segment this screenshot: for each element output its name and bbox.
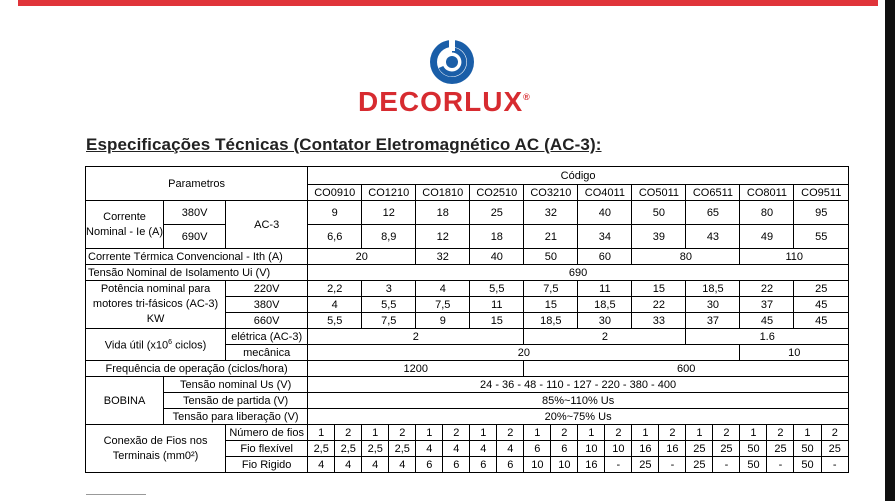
ie-690-value: 18: [470, 225, 524, 249]
bobina-label: BOBINA: [86, 377, 164, 425]
fio-rigido-value: 25: [632, 457, 659, 473]
ie-690-value: 34: [578, 225, 632, 249]
decorlux-logo-mark-icon: [428, 38, 476, 86]
numero-fios-value: 1: [308, 425, 335, 441]
ie-380-value: 25: [470, 201, 524, 225]
tensao-partida-label: Tensão de partida (V): [164, 393, 308, 409]
ith-value: 20: [308, 249, 416, 265]
fio-flexivel-value: 50: [794, 441, 821, 457]
brand-wordmark: DECORLUX®: [358, 86, 531, 117]
kw-220-value: 5,5: [470, 281, 524, 297]
fio-rigido-label: Fio Rigido: [226, 457, 308, 473]
fio-rigido-value: 4: [362, 457, 389, 473]
tensao-nominal-us-value: 24 - 36 - 48 - 110 - 127 - 220 - 380 - 400: [308, 377, 849, 393]
voltage-380: 380V: [226, 297, 308, 313]
fio-flexivel-value: 4: [443, 441, 470, 457]
voltage-690: 690V: [164, 225, 226, 249]
fio-rigido-value: 16: [578, 457, 605, 473]
vida-mecanica-value: 10: [740, 345, 849, 361]
numero-fios-value: 1: [416, 425, 443, 441]
ie-690-value: 55: [794, 225, 849, 249]
numero-fios-value: 2: [767, 425, 794, 441]
kw-660-value: 7,5: [362, 313, 416, 329]
kw-380-value: 30: [686, 297, 740, 313]
ac3-label: AC-3: [226, 201, 308, 249]
fio-flexivel-value: 6: [524, 441, 551, 457]
fio-flexivel-value: 25: [767, 441, 794, 457]
kw-380-value: 18,5: [578, 297, 632, 313]
kw-220-value: 4: [416, 281, 470, 297]
tensao-isolamento-label: Tensão Nominal de Isolamento Ui (V): [86, 265, 308, 281]
voltage-220: 220V: [226, 281, 308, 297]
fio-flexivel-value: 16: [659, 441, 686, 457]
voltage-660: 660V: [226, 313, 308, 329]
fio-flexivel-value: 2,5: [308, 441, 335, 457]
ie-690-value: 12: [416, 225, 470, 249]
vida-util-label: Vida útil ($x10^6$ ciclos): [86, 329, 226, 361]
fio-rigido-value: 6: [443, 457, 470, 473]
numero-fios-value: 1: [740, 425, 767, 441]
fio-rigido-value: -: [713, 457, 740, 473]
fio-rigido-value: 50: [740, 457, 767, 473]
ie-380-value: 12: [362, 201, 416, 225]
kw-660-value: 33: [632, 313, 686, 329]
tensao-liberacao-value: 20%~75% Us: [308, 409, 849, 425]
ie-380-value: 65: [686, 201, 740, 225]
code-header: CO1810: [416, 185, 470, 201]
code-header: CO0910: [308, 185, 362, 201]
fio-flexivel-value: 10: [578, 441, 605, 457]
code-header: CO9511: [794, 185, 849, 201]
numero-fios-value: 2: [389, 425, 416, 441]
kw-380-value: 4: [308, 297, 362, 313]
fio-rigido-value: 10: [524, 457, 551, 473]
page-divider: [86, 494, 146, 499]
ie-380-value: 50: [632, 201, 686, 225]
fio-rigido-value: 4: [389, 457, 416, 473]
code-header: CO2510: [470, 185, 524, 201]
vida-mecanica-label: mecânica: [226, 345, 308, 361]
ie-380-value: 95: [794, 201, 849, 225]
kw-660-value: 15: [470, 313, 524, 329]
kw-220-value: 25: [794, 281, 849, 297]
fio-flexivel-value: 2,5: [389, 441, 416, 457]
kw-660-value: 18,5: [524, 313, 578, 329]
kw-380-value: 7,5: [416, 297, 470, 313]
fio-rigido-value: -: [605, 457, 632, 473]
numero-fios-value: 1: [632, 425, 659, 441]
fio-flexivel-value: 4: [497, 441, 524, 457]
fio-flexivel-value: 6: [551, 441, 578, 457]
corrente-termica-label: Corrente Térmica Convencional - Ith (A): [86, 249, 308, 265]
voltage-380: 380V: [164, 201, 226, 225]
numero-fios-value: 1: [524, 425, 551, 441]
ith-value: 32: [416, 249, 470, 265]
numero-fios-value: 1: [470, 425, 497, 441]
code-header: CO6511: [686, 185, 740, 201]
header-parametros: Parametros: [86, 167, 308, 201]
code-header: CO4011: [578, 185, 632, 201]
fio-rigido-value: -: [659, 457, 686, 473]
fio-flexivel-value: 16: [632, 441, 659, 457]
fio-rigido-value: 4: [308, 457, 335, 473]
fio-flexivel-label: Fio flexível: [226, 441, 308, 457]
vida-eletrica-label: elétrica (AC-3): [226, 329, 308, 345]
header-codigo: Código: [308, 167, 849, 185]
kw-220-value: 3: [362, 281, 416, 297]
ie-690-value: 49: [740, 225, 794, 249]
page-title: Especificações Técnicas (Contator Eletromagnético AC (AC-3):: [86, 135, 602, 154]
kw-660-value: 9: [416, 313, 470, 329]
kw-220-value: 7,5: [524, 281, 578, 297]
potencia-label: Potência nominal para motores tri-fásicos (AC-3) KW: [86, 281, 226, 329]
ie-380-value: 32: [524, 201, 578, 225]
ie-690-value: 8,9: [362, 225, 416, 249]
vida-eletrica-value: 2: [524, 329, 686, 345]
numero-fios-value: 2: [551, 425, 578, 441]
fio-flexivel-value: 4: [416, 441, 443, 457]
fio-rigido-value: 6: [497, 457, 524, 473]
kw-380-value: 37: [740, 297, 794, 313]
ith-value: 110: [740, 249, 849, 265]
kw-220-value: 15: [632, 281, 686, 297]
top-red-bar: [18, 0, 878, 6]
kw-220-value: 18,5: [686, 281, 740, 297]
numero-fios-value: 2: [713, 425, 740, 441]
kw-220-value: 11: [578, 281, 632, 297]
ie-690-value: 21: [524, 225, 578, 249]
fio-flexivel-value: 2,5: [335, 441, 362, 457]
code-header: CO3210: [524, 185, 578, 201]
numero-fios-value: 2: [659, 425, 686, 441]
fio-rigido-value: -: [767, 457, 794, 473]
kw-220-value: 22: [740, 281, 794, 297]
numero-fios-value: 1: [362, 425, 389, 441]
right-edge-bar: [885, 0, 895, 501]
ith-value: 60: [578, 249, 632, 265]
frequencia-label: Frequência de operação (ciclos/hora): [86, 361, 308, 377]
spec-table: [85, 166, 849, 473]
corrente-nominal-label: Corrente Nominal - Ie (A): [86, 201, 164, 249]
kw-380-value: 45: [794, 297, 849, 313]
ie-690-value: 6,6: [308, 225, 362, 249]
fio-flexivel-value: 25: [686, 441, 713, 457]
kw-660-value: 5,5: [308, 313, 362, 329]
ie-690-value: 39: [632, 225, 686, 249]
kw-380-value: 22: [632, 297, 686, 313]
tensao-partida-value: 85%~110% Us: [308, 393, 849, 409]
tensao-liberacao-label: Tensão para liberação (V): [164, 409, 308, 425]
fio-flexivel-value: 10: [605, 441, 632, 457]
fio-flexivel-value: 2,5: [362, 441, 389, 457]
kw-660-value: 45: [740, 313, 794, 329]
conexao-label: Conexão de Fios nos Terminais (mm0²): [86, 425, 226, 473]
kw-380-value: 15: [524, 297, 578, 313]
fio-rigido-value: 10: [551, 457, 578, 473]
ith-value: 40: [470, 249, 524, 265]
kw-660-value: 37: [686, 313, 740, 329]
fio-flexivel-value: 4: [470, 441, 497, 457]
numero-fios-value: 2: [605, 425, 632, 441]
numero-fios-value: 1: [686, 425, 713, 441]
vida-eletrica-value: 1.6: [686, 329, 849, 345]
ith-value: 80: [632, 249, 740, 265]
ie-380-value: 9: [308, 201, 362, 225]
ui-value: 690: [308, 265, 849, 281]
numero-fios-value: 1: [578, 425, 605, 441]
numero-fios-value: 2: [335, 425, 362, 441]
code-header: CO8011: [740, 185, 794, 201]
kw-380-value: 11: [470, 297, 524, 313]
vida-mecanica-value: 20: [308, 345, 740, 361]
fio-rigido-value: 50: [794, 457, 821, 473]
ie-380-value: 80: [740, 201, 794, 225]
code-header: CO1210: [362, 185, 416, 201]
frequencia-value: 600: [524, 361, 849, 377]
vida-eletrica-value: 2: [308, 329, 524, 345]
code-header: CO5011: [632, 185, 686, 201]
fio-flexivel-value: 50: [740, 441, 767, 457]
kw-380-value: 5,5: [362, 297, 416, 313]
fio-rigido-value: -: [821, 457, 849, 473]
numero-fios-value: 2: [443, 425, 470, 441]
ie-380-value: 40: [578, 201, 632, 225]
ie-690-value: 43: [686, 225, 740, 249]
ith-value: 50: [524, 249, 578, 265]
fio-flexivel-value: 25: [821, 441, 849, 457]
kw-660-value: 30: [578, 313, 632, 329]
decorlux-logo: [358, 38, 550, 118]
fio-rigido-value: 6: [470, 457, 497, 473]
tensao-nominal-us-label: Tensão nominal Us (V): [164, 377, 308, 393]
numero-fios-label: Número de fios: [226, 425, 308, 441]
fio-rigido-value: 6: [416, 457, 443, 473]
numero-fios-value: 1: [794, 425, 821, 441]
numero-fios-value: 2: [821, 425, 849, 441]
numero-fios-value: 2: [497, 425, 524, 441]
fio-rigido-value: 4: [335, 457, 362, 473]
frequencia-value: 1200: [308, 361, 524, 377]
kw-220-value: 2,2: [308, 281, 362, 297]
fio-flexivel-value: 25: [713, 441, 740, 457]
ie-380-value: 18: [416, 201, 470, 225]
kw-660-value: 45: [794, 313, 849, 329]
fio-rigido-value: 25: [686, 457, 713, 473]
